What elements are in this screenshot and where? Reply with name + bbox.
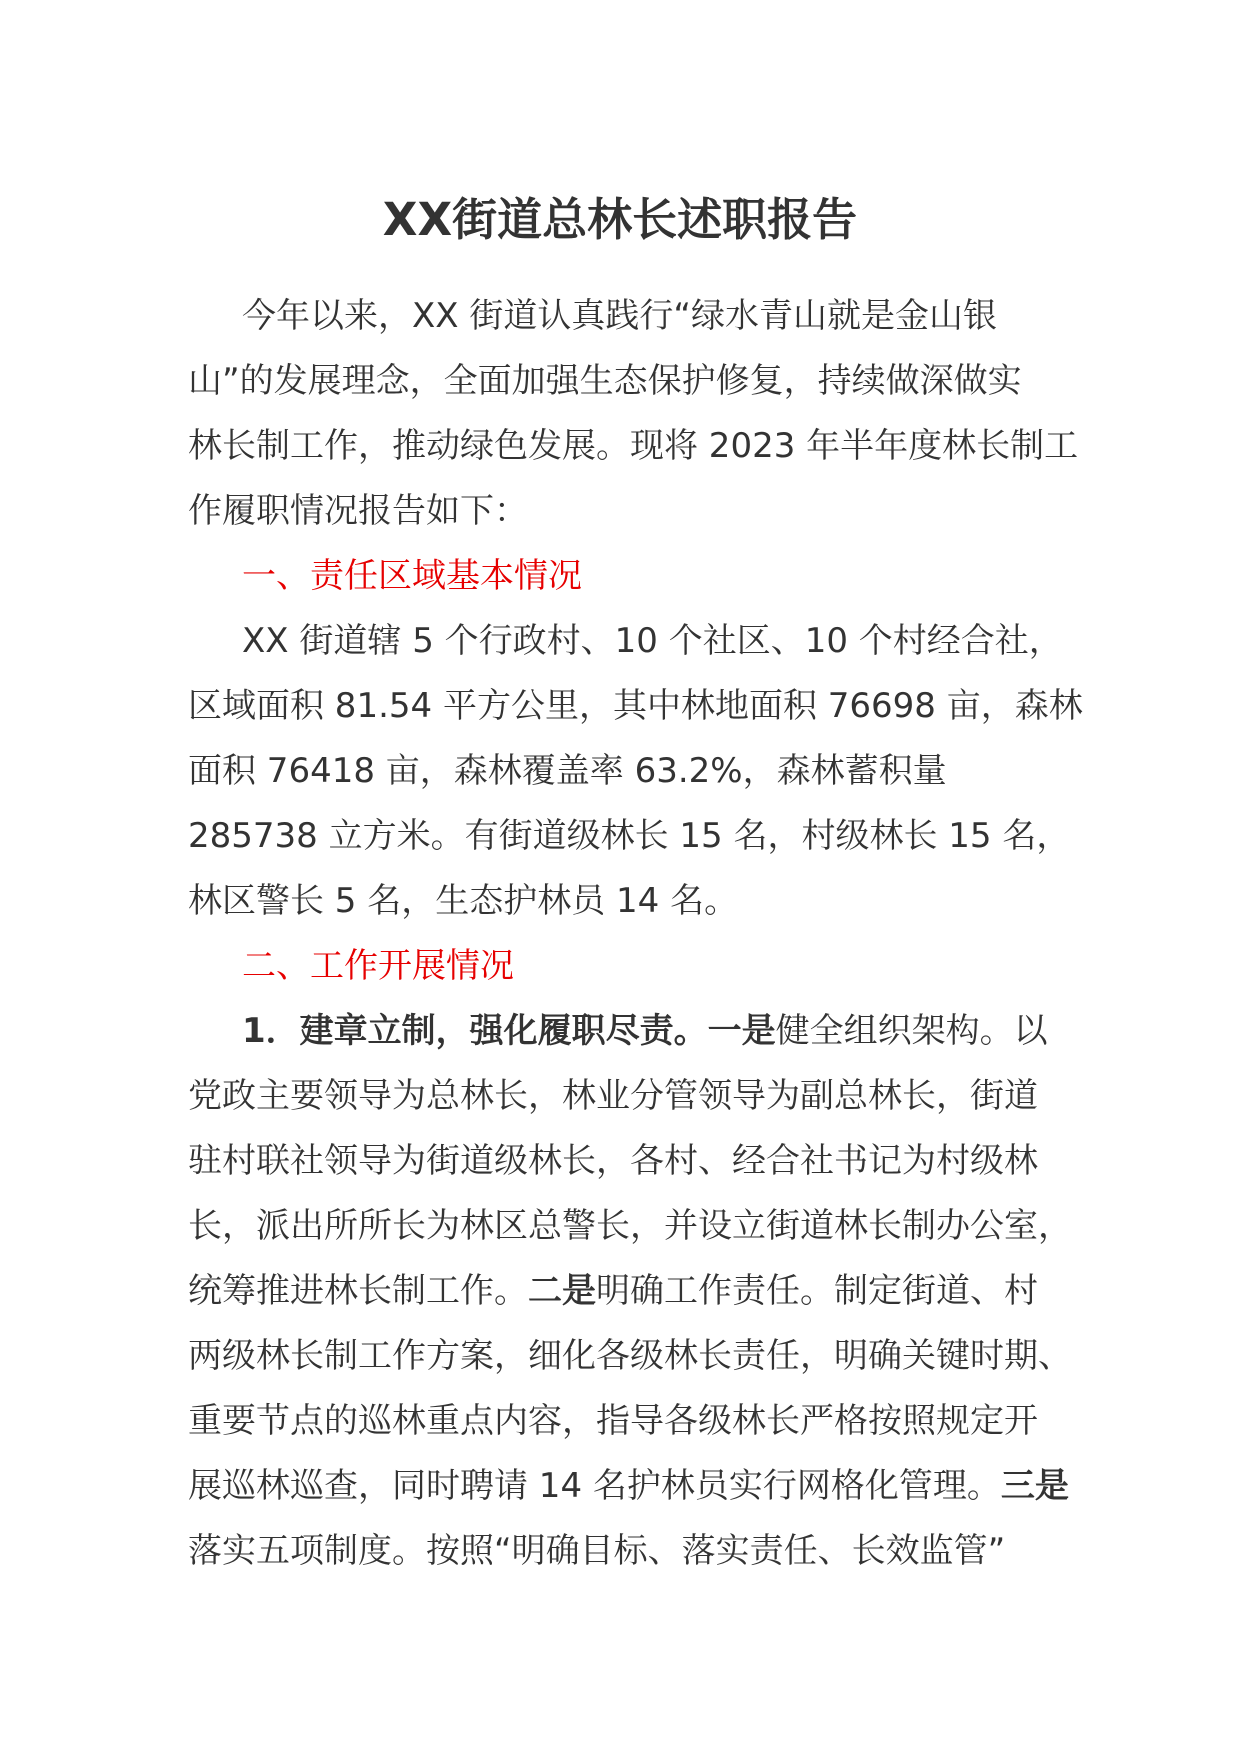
section-1-line-3: 面积 76418 亩，森林覆盖率 63.2%，森林蓄积量 xyxy=(188,751,947,791)
section-1-line-2: 区域面积 81.54 平方公里，其中林地面积 76698 亩，森林 xyxy=(188,686,1083,726)
item-1-line-9: 落实五项制度。按照“明确目标、落实责任、长效监管” xyxy=(188,1531,1006,1571)
item-1-line-7: 重要节点的巡林重点内容，指导各级林长严格按照规定开 xyxy=(188,1401,1038,1441)
document-title: XX街道总林长述职报告 xyxy=(382,193,858,246)
item-1-line-6: 两级林长制工作方案，细化各级林长责任，明确关键时期、 xyxy=(188,1336,1072,1376)
item-1-line-2: 党政主要领导为总林长，林业分管领导为副总林长，街道 xyxy=(188,1076,1038,1116)
item-1-line-4: 长，派出所所长为林区总警长，并设立街道林长制办公室， xyxy=(188,1206,1072,1246)
intro-line-2: 山”的发展理念，全面加强生态保护修复，持续做深做实 xyxy=(188,361,1022,401)
item-1-bold-lead: 1．建章立制，强化履职尽责。一是 xyxy=(242,1011,776,1051)
section-1-line-1: XX 街道辖 5 个行政村、10 个社区、10 个村经合社， xyxy=(242,621,1063,661)
item-1-line-8-bold: 三是 xyxy=(1000,1466,1069,1506)
item-1-line-1 xyxy=(188,999,1068,1064)
section-1-line-4: 285738 立方米。有街道级林长 15 名，村级林长 15 名， xyxy=(188,816,1071,856)
section-1-line-5: 林区警长 5 名，生态护林员 14 名。 xyxy=(188,881,739,921)
item-1-line-5 xyxy=(188,1259,1068,1324)
section-2-heading: 二、工作开展情况 xyxy=(242,946,514,986)
item-1-line-5-bold: 二是 xyxy=(528,1271,596,1311)
document-body xyxy=(188,284,1083,1584)
intro-line-4: 作履职情况报告如下： xyxy=(188,491,528,531)
item-1-line-5-after: 明确工作责任。制定街道、村 xyxy=(596,1271,1038,1311)
item-1-line-8-before: 展巡林巡查，同时聘请 14 名护林员实行网格化管理。 xyxy=(188,1466,1001,1506)
item-1-line-3: 驻村联社领导为街道级林长，各村、经合社书记为村级林 xyxy=(188,1141,1038,1181)
item-1-line-8 xyxy=(188,1454,1068,1519)
item-1-lead-rest: 健全组织架构。以 xyxy=(775,1011,1048,1051)
section-1-heading: 一、责任区域基本情况 xyxy=(242,556,582,596)
intro-line-1: 今年以来，XX 街道认真践行“绿水青山就是金山银 xyxy=(242,296,998,336)
intro-line-3: 林长制工作，推动绿色发展。现将 2023 年半年度林长制工 xyxy=(188,426,1079,466)
item-1-line-5-before: 统筹推进林长制工作。 xyxy=(188,1271,528,1311)
